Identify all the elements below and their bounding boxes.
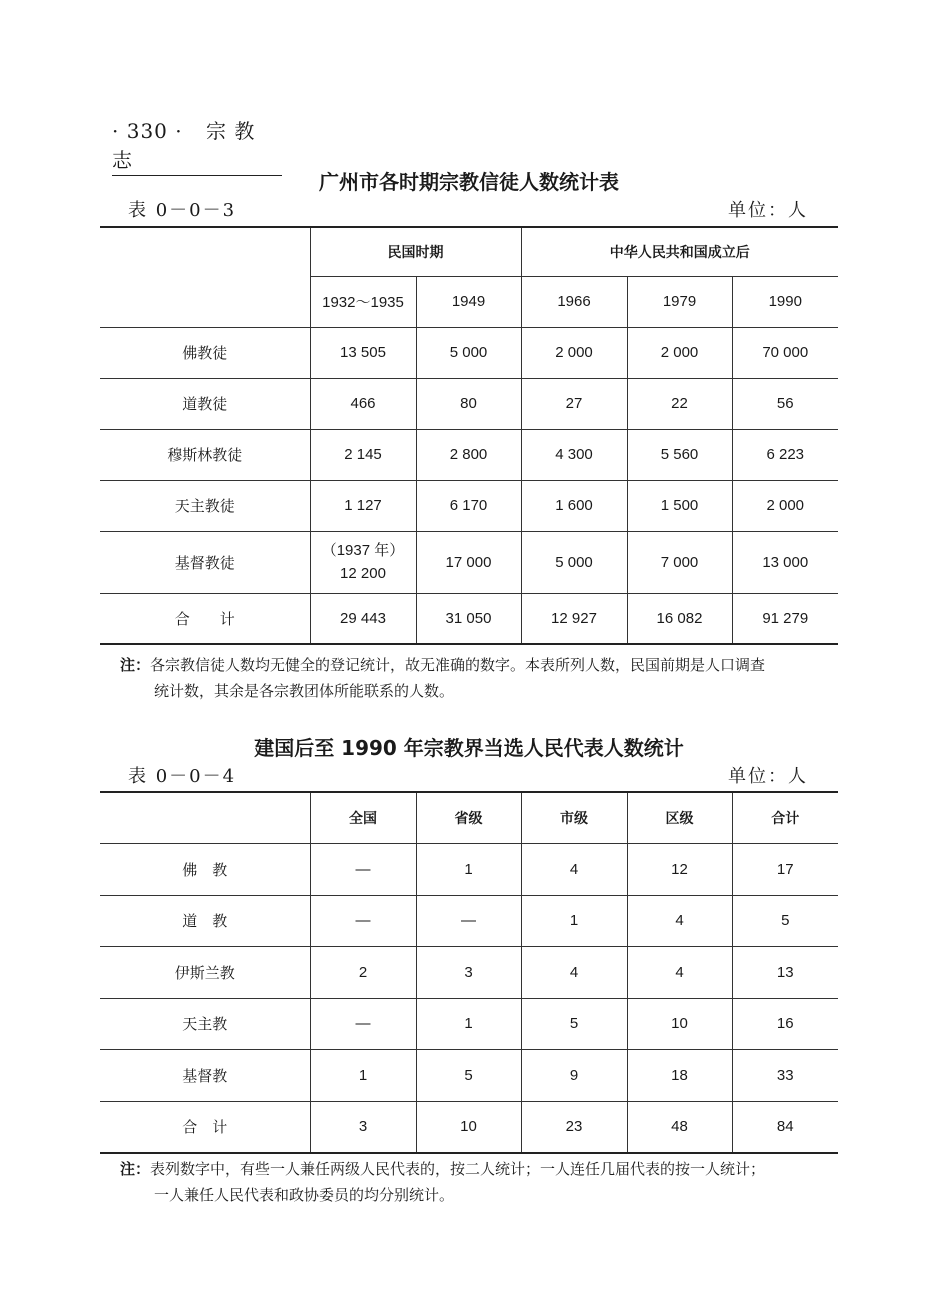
table1-group-header: 中华人民共和国成立后 (521, 227, 838, 276)
note-lead: 注： (120, 1160, 151, 1178)
table-row (100, 480, 838, 531)
row-label: 道 教 (100, 895, 310, 947)
book-title: 宗 教 志 (112, 119, 256, 172)
note-text-line1: 各宗教信徒人数均无健全的登记统计，故无准确的数字。本表所列人数，民国前期是人口调查 (150, 656, 766, 674)
table-row (100, 998, 838, 1050)
table-cell: 16 (732, 998, 838, 1050)
row-label: 天主教 (100, 998, 310, 1050)
table-cell: 5 560 (627, 429, 732, 480)
table2-header: 合计 (732, 792, 838, 844)
table1-corner-cell (100, 227, 310, 327)
table-cell: 17 (732, 844, 838, 896)
table1-number: 表 0－0－3 (128, 200, 237, 221)
table-cell: 1 (310, 1050, 416, 1102)
table-cell: 91 279 (732, 593, 838, 644)
table-cell: 1 127 (310, 480, 416, 531)
table-cell: 80 (416, 378, 521, 429)
table-cell: 3 (416, 947, 521, 999)
table-row (100, 895, 838, 947)
table-cell: 4 300 (521, 429, 627, 480)
row-label: 佛 教 (100, 844, 310, 896)
table-cell: 1 500 (627, 480, 732, 531)
table-cell: 3 (310, 1101, 416, 1153)
table-cell: 29 443 (310, 593, 416, 644)
table-cell: 4 (521, 844, 627, 896)
table2-header: 市级 (521, 792, 627, 844)
table-row (100, 327, 838, 378)
table-cell: 2 800 (416, 429, 521, 480)
table-cell: 27 (521, 378, 627, 429)
page-number: · 330 · (112, 119, 183, 143)
table-cell: — (310, 844, 416, 896)
table1-year-header: 1990 (732, 276, 838, 327)
row-label: 道教徒 (100, 378, 310, 429)
row-label: 伊斯兰教 (100, 947, 310, 999)
table2-header: 省级 (416, 792, 521, 844)
table-cell: 12 927 (521, 593, 627, 644)
table-cell: 6 223 (732, 429, 838, 480)
row-label: 基督教 (100, 1050, 310, 1102)
table-cell: 4 (521, 947, 627, 999)
table-cell: 5 (416, 1050, 521, 1102)
table1-note (120, 652, 850, 704)
table1-group-header-row (100, 227, 838, 276)
table-cell: 5 (732, 895, 838, 947)
note-lead: 注： (120, 656, 151, 674)
table-cell: — (310, 998, 416, 1050)
table2-title: 建国后至 1990 年宗教界当选人民代表人数统计 (254, 736, 684, 760)
table2-header: 区级 (627, 792, 732, 844)
table-cell: — (416, 895, 521, 947)
table-cell: 56 (732, 378, 838, 429)
table1-year-header: 1932～1935 (310, 276, 416, 327)
table-cell: 22 (627, 378, 732, 429)
row-label: 佛教徒 (100, 327, 310, 378)
table-row (100, 947, 838, 999)
row-label: 合 计 (100, 593, 310, 644)
table-cell: 2 145 (310, 429, 416, 480)
table-cell (310, 531, 416, 593)
cell-year-note: （1937 年） (321, 542, 405, 559)
table-cell: 1 (521, 895, 627, 947)
table-row (100, 429, 838, 480)
table-row (100, 378, 838, 429)
table-cell: 1 (416, 844, 521, 896)
table2-number: 表 0－0－4 (128, 766, 237, 787)
table-cell: 33 (732, 1050, 838, 1102)
table-cell: 1 (416, 998, 521, 1050)
table-cell: — (310, 895, 416, 947)
table-cell: 5 000 (416, 327, 521, 378)
table-row (100, 1050, 838, 1102)
table-cell: 16 082 (627, 593, 732, 644)
table-cell: 4 (627, 947, 732, 999)
table-cell: 6 170 (416, 480, 521, 531)
table-row (100, 844, 838, 896)
table-cell: 13 000 (732, 531, 838, 593)
table-row (100, 531, 838, 593)
table-total-row (100, 1101, 838, 1153)
table1-year-header: 1966 (521, 276, 627, 327)
table-cell: 4 (627, 895, 732, 947)
row-label: 合 计 (100, 1101, 310, 1153)
table-cell: 70 000 (732, 327, 838, 378)
table-cell: 2 000 (732, 480, 838, 531)
row-label: 穆斯林教徒 (100, 429, 310, 480)
table-cell: 18 (627, 1050, 732, 1102)
table-cell: 23 (521, 1101, 627, 1153)
table-cell: 84 (732, 1101, 838, 1153)
cell-value: 12 200 (340, 565, 386, 582)
table1 (100, 226, 838, 645)
row-label: 基督教徒 (100, 531, 310, 593)
row-label: 天主教徒 (100, 480, 310, 531)
table2 (100, 791, 838, 1154)
table-cell: 2 000 (521, 327, 627, 378)
table1-year-header: 1979 (627, 276, 732, 327)
table2-note (120, 1156, 850, 1208)
table-total-row (100, 593, 838, 644)
table1-group-header: 民国时期 (310, 227, 521, 276)
note-text-line2: 统计数，其余是各宗教团体所能联系的人数。 (154, 682, 455, 700)
table2-corner-cell (100, 792, 310, 844)
table-cell: 31 050 (416, 593, 521, 644)
table-cell: 7 000 (627, 531, 732, 593)
table-cell: 2 000 (627, 327, 732, 378)
table-cell: 13 (732, 947, 838, 999)
table-cell: 13 505 (310, 327, 416, 378)
table1-unit: 单位：人 (728, 200, 808, 221)
table-cell: 10 (416, 1101, 521, 1153)
table-cell: 10 (627, 998, 732, 1050)
note-text-line2: 一人兼任人民代表和政协委员的均分别统计。 (154, 1186, 455, 1204)
table1-year-header: 1949 (416, 276, 521, 327)
table2-unit: 单位：人 (728, 766, 808, 787)
table-cell: 1 600 (521, 480, 627, 531)
table2-header: 全国 (310, 792, 416, 844)
table-cell: 466 (310, 378, 416, 429)
table-cell: 17 000 (416, 531, 521, 593)
table-cell: 12 (627, 844, 732, 896)
table-cell: 2 (310, 947, 416, 999)
table2-header-row (100, 792, 838, 844)
table-cell: 48 (627, 1101, 732, 1153)
note-text-line1: 表列数字中，有些一人兼任两级人民代表的，按二人统计；一人连任几届代表的按一人统计； (150, 1160, 766, 1178)
table-cell: 5 000 (521, 531, 627, 593)
table-cell: 5 (521, 998, 627, 1050)
table1-title: 广州市各时期宗教信徒人数统计表 (319, 170, 619, 194)
table-cell: 9 (521, 1050, 627, 1102)
